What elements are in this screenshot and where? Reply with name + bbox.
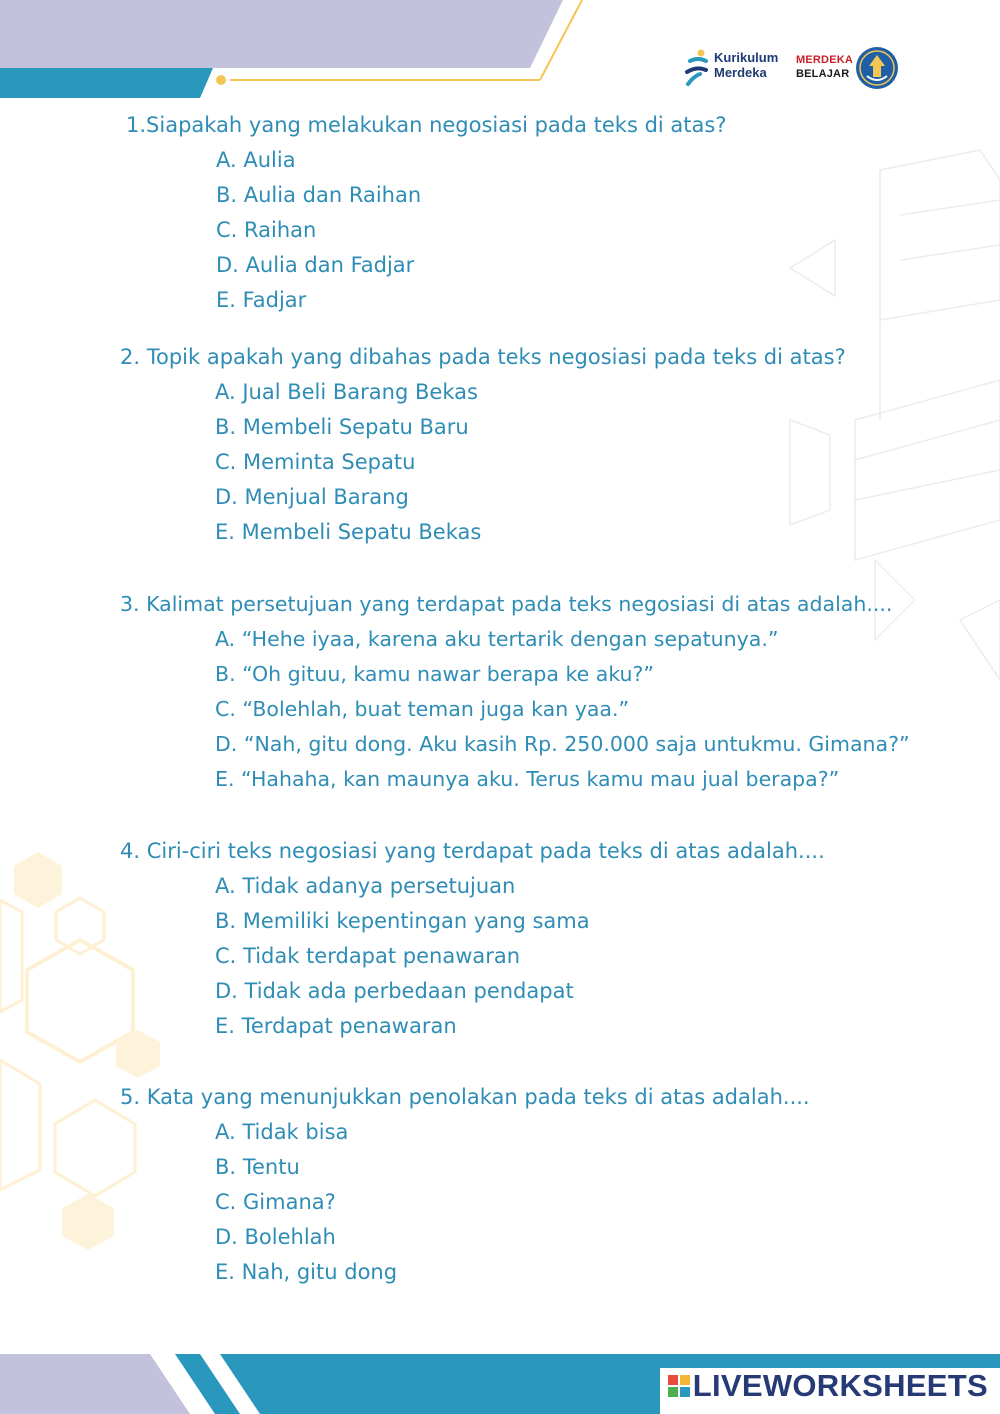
- question-2: [120, 340, 846, 550]
- liveworksheets-brand: [668, 1366, 988, 1406]
- answer-option[interactable]: A. Tidak bisa: [215, 1120, 349, 1144]
- question-text: 3. Kalimat persetujuan yang terdapat pada teks negosiasi di atas adalah....: [120, 592, 893, 616]
- kurikulum-merdeka-logo-icon: [684, 48, 712, 88]
- question-text: 5. Kata yang menunjukkan penolakan pada teks di atas adalah....: [120, 1085, 810, 1109]
- question-4: [120, 834, 825, 1044]
- header-lavender-band: [0, 0, 563, 68]
- answer-option[interactable]: C. Meminta Sepatu: [215, 450, 416, 474]
- answer-option[interactable]: E. “Hahaha, kan maunya aku. Terus kamu mau jual berapa?”: [215, 767, 840, 791]
- answer-option[interactable]: C. Tidak terdapat penawaran: [215, 944, 521, 968]
- answer-option[interactable]: E. Fadjar: [216, 288, 307, 312]
- answer-option[interactable]: B. Membeli Sepatu Baru: [215, 415, 469, 439]
- answer-option[interactable]: C. Gimana?: [215, 1190, 336, 1214]
- logo-merdeka-line2: BELAJAR: [796, 68, 850, 80]
- answer-option[interactable]: A. Jual Beli Barang Bekas: [215, 380, 478, 404]
- answer-option[interactable]: B. “Oh gituu, kamu nawar berapa ke aku?”: [215, 662, 655, 686]
- answer-option[interactable]: B. Memiliki kepentingan yang sama: [215, 909, 590, 933]
- answer-option[interactable]: A. Tidak adanya persetujuan: [215, 874, 516, 898]
- answer-option[interactable]: A. Aulia: [216, 148, 296, 172]
- answer-option[interactable]: D. Bolehlah: [215, 1225, 336, 1249]
- header-gold-dot: [216, 75, 226, 85]
- question-5: [120, 1080, 810, 1290]
- merdeka-belajar-logo: [796, 53, 853, 81]
- answer-option[interactable]: A. “Hehe iyaa, karena aku tertarik dengan sepatunya.”: [215, 627, 779, 651]
- answer-option[interactable]: E. Terdapat penawaran: [215, 1014, 457, 1038]
- answer-option[interactable]: E. Membeli Sepatu Bekas: [215, 520, 482, 544]
- answer-option[interactable]: C. “Bolehlah, buat teman juga kan yaa.”: [215, 697, 630, 721]
- question-text: 1.Siapakah yang melakukan negosiasi pada teks di atas?: [126, 113, 727, 137]
- answer-option[interactable]: C. Raihan: [216, 218, 317, 242]
- answer-option[interactable]: E. Nah, gitu dong: [215, 1260, 398, 1284]
- answer-option[interactable]: B. Aulia dan Raihan: [216, 183, 422, 207]
- question-text: 4. Ciri-ciri teks negosiasi yang terdapat pada teks di atas adalah....: [120, 839, 825, 863]
- question-text: 2. Topik apakah yang dibahas pada teks negosiasi pada teks di atas?: [120, 345, 846, 369]
- liveworksheets-wordmark: LIVEWORKSHEETS: [692, 1368, 988, 1403]
- answer-option[interactable]: D. “Nah, gitu dong. Aku kasih Rp. 250.000 saja untukmu. Gimana?”: [215, 732, 910, 756]
- liveworksheets-logo-icon: [668, 1375, 690, 1397]
- tut-wuri-handayani-emblem-icon: [855, 46, 899, 90]
- answer-option[interactable]: B. Tentu: [215, 1155, 300, 1179]
- footer-lavender-band: [0, 1354, 190, 1414]
- question-1: [126, 108, 726, 318]
- question-3: [120, 587, 910, 797]
- answer-option[interactable]: D. Aulia dan Fadjar: [216, 253, 415, 277]
- kurikulum-merdeka-logo: [714, 50, 778, 80]
- header-teal-band: [0, 68, 213, 98]
- logo-kurikulum-line1: Kurikulum: [714, 50, 779, 65]
- logo-merdeka-line1: MERDEKA: [796, 54, 854, 66]
- header-logos: [684, 44, 904, 94]
- logo-kurikulum-line2: Merdeka: [714, 65, 767, 80]
- answer-option[interactable]: D. Menjual Barang: [215, 485, 409, 509]
- answer-option[interactable]: D. Tidak ada perbedaan pendapat: [215, 979, 574, 1003]
